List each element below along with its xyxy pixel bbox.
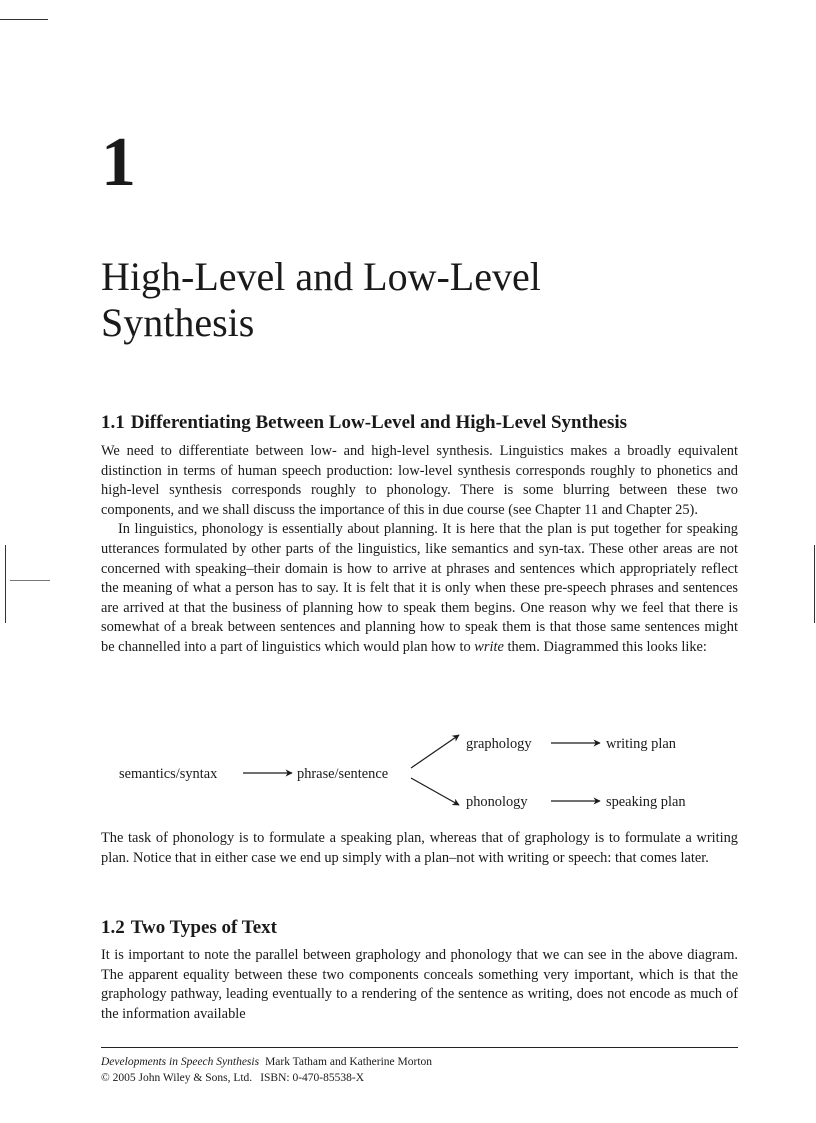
chapter-title-line2: Synthesis bbox=[101, 300, 255, 345]
section-1-1-conclusion bbox=[101, 829, 738, 868]
node-writing-plan: writing plan bbox=[606, 736, 676, 752]
node-phonology: phonology bbox=[466, 794, 528, 810]
footer-authors: Mark Tatham and Katherine Morton bbox=[265, 1056, 433, 1068]
section-1-1-body bbox=[101, 442, 738, 658]
synthesis-diagram bbox=[0, 728, 816, 823]
section-heading-1-2 bbox=[101, 916, 277, 940]
section-title: Two Types of Text bbox=[130, 917, 277, 938]
paragraph: We need to differentiate between low- and high-level synthesis. Linguistics makes a broadly equivalent distinction in terms of human speech production: low-level synthesis corresponds roughly to phonetics and high-level synthesis corresponds roughly to phonology. There is some blurring between these two components, and we shall discuss the importance of this in due course (see Chapter 11 and Chapter 25). bbox=[101, 443, 738, 518]
footer-line-2 bbox=[101, 1070, 432, 1086]
footer-line-1 bbox=[101, 1054, 432, 1070]
section-heading-1-1 bbox=[101, 411, 627, 435]
chapter-number: 1 bbox=[101, 124, 136, 201]
footer-isbn: ISBN: 0-470-85538-X bbox=[260, 1072, 365, 1084]
section-number: 1.2 bbox=[101, 917, 125, 938]
footer-rule bbox=[101, 1047, 738, 1048]
crop-mark-top bbox=[0, 19, 48, 20]
section-number: 1.1 bbox=[101, 412, 125, 433]
node-speaking-plan: speaking plan bbox=[606, 794, 686, 810]
footer bbox=[101, 1054, 432, 1086]
paragraph: It is important to note the parallel between graphology and phonology that we can see in the above diagram. The apparent equality between these two components conceals something very important, which is that the graphology pathway, leading eventually to a rendering of the sentence as writing, does not encode as much of the information available bbox=[101, 947, 738, 1022]
section-title: Differentiating Between Low-Level and High-Level Synthesis bbox=[130, 412, 628, 433]
chapter-title-line1: High-Level and Low-Level bbox=[101, 254, 541, 299]
paragraph: In linguistics, phonology is essentially about planning. It is here that the plan is put together for speaking utterances formulated by other parts of the linguistics, like semantics and syn-tax. These other areas are not concerned with speaking–their domain is how to arrive at phrases and sentences which appropriately reflect the meaning of what a person has to say. It is felt that it is only when these pre-speech phrases and sentences are arrived at that the business of planning how to speak them begins. One reason why we feel that there is somewhat of a break between sentences and planning how to speak them is that those same sentences might be channelled into a part of linguistics which would plan how to write them. Diagrammed this looks like: bbox=[101, 521, 738, 655]
chapter-title bbox=[101, 254, 721, 346]
crop-mark-right bbox=[814, 545, 815, 623]
node-phrase-sentence: phrase/sentence bbox=[297, 766, 389, 782]
section-1-2-body bbox=[101, 946, 738, 1024]
crop-mark-left bbox=[5, 545, 6, 623]
footer-book-title: Developments in Speech Synthesis bbox=[101, 1056, 260, 1068]
arrow-phrase-to-graphology bbox=[411, 735, 459, 768]
crop-mark-left-tick bbox=[10, 580, 50, 581]
arrow-phrase-to-phonology bbox=[411, 778, 459, 805]
node-semantics-syntax: semantics/syntax bbox=[119, 766, 218, 782]
emphasis-write: write bbox=[474, 638, 504, 655]
footer-copyright: © 2005 John Wiley & Sons, Ltd. bbox=[101, 1072, 253, 1084]
paragraph: The task of phonology is to formulate a speaking plan, whereas that of graphology is to formulate a writing plan. Notice that in either case we end up simply with a plan–not with writing or speech: that comes later. bbox=[101, 830, 738, 866]
node-graphology: graphology bbox=[466, 736, 532, 752]
